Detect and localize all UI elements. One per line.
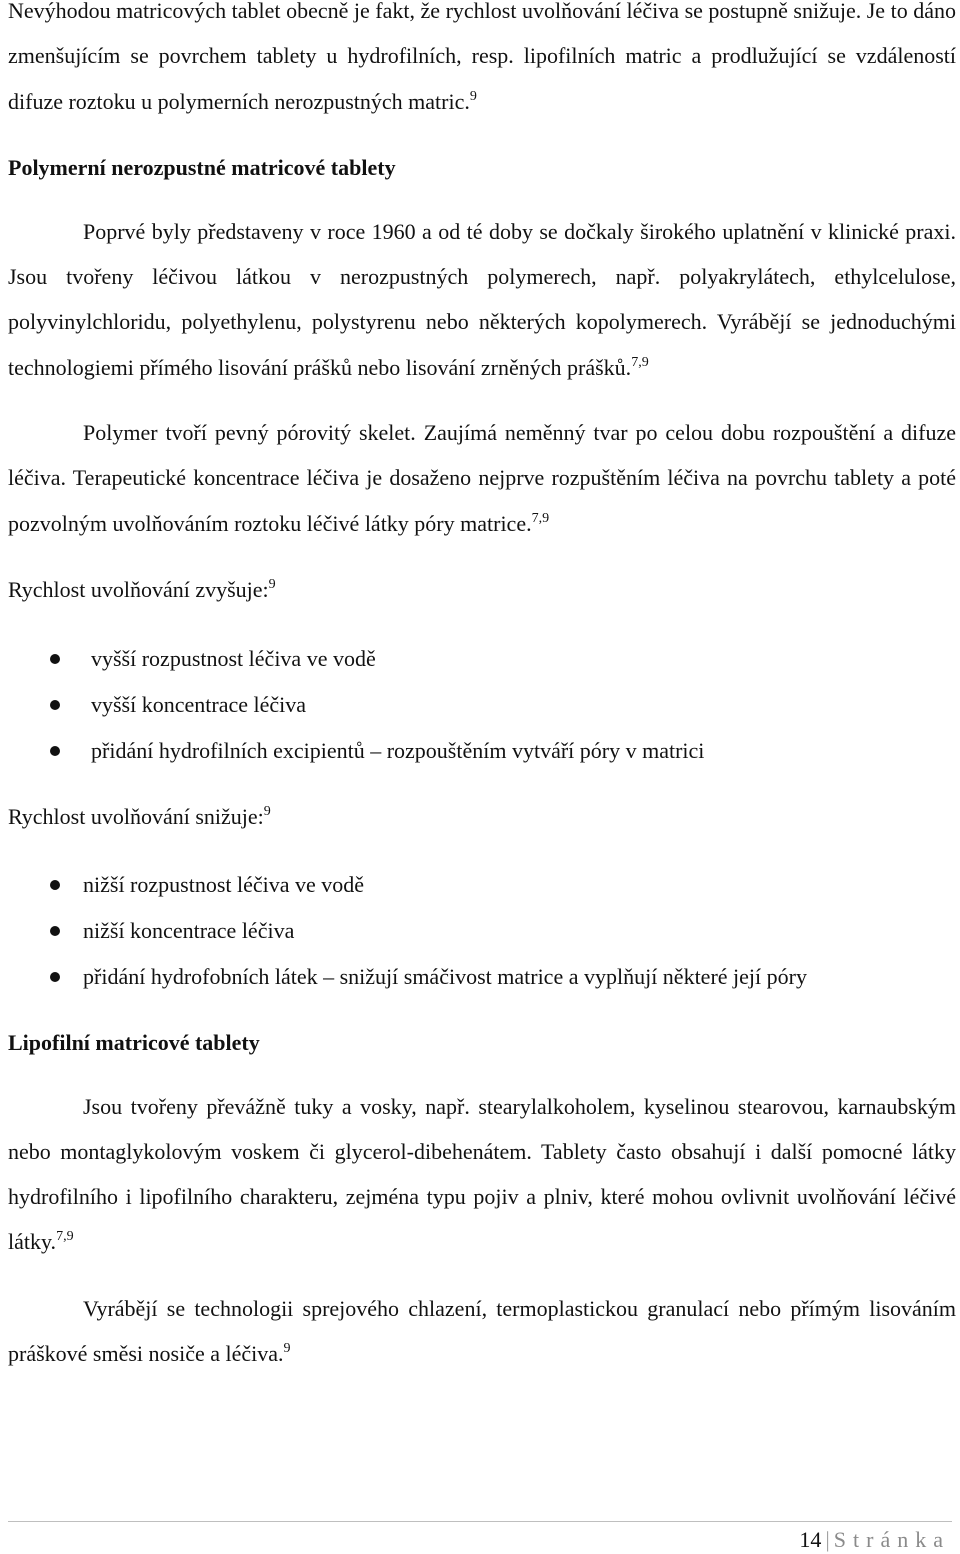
bullet-icon xyxy=(50,926,60,936)
list-increase xyxy=(8,636,956,774)
paragraph-polymer-intro-text: Poprvé byly představeny v roce 1960 a od té doby se dočkaly širokého uplatnění v klinické praxi. Jsou tvořeny léčivou látkou v nerozpustných polymerech, např. polyakrylátech, ethylcelulose, polyvinylchloridu, polyethylenu, polystyrenu nebo některých kopolymerech. Vyrábějí se jednoduchými technologiemi přímého lisování prášků nebo lisování zrněných prášků. xyxy=(8,218,956,380)
bullet-icon xyxy=(50,654,60,664)
list-item xyxy=(8,636,956,682)
list-item-text: nižší rozpustnost léčiva ve vodě xyxy=(83,871,365,897)
bullet-icon xyxy=(50,746,60,756)
section-heading-lipophilic: Lipofilní matricové tablety xyxy=(8,1029,260,1055)
list-decrease xyxy=(8,862,956,1000)
citation-ref: 7,9 xyxy=(531,510,550,526)
list-item-text: přidání hydrofilních excipientů – rozpouštěním vytváří póry v matrici xyxy=(91,738,705,764)
list-item xyxy=(8,728,956,774)
citation-ref: 7,9 xyxy=(631,354,649,370)
paragraph-polymer-skeleton xyxy=(8,410,956,546)
list-item xyxy=(8,862,956,908)
footer-separator: | xyxy=(825,1527,830,1552)
list-item-text: nižší koncentrace léčiva xyxy=(83,917,295,943)
paragraph-lipophilic-production-text: Vyrábějí se technologii sprejového chlazení, termoplastickou granulací nebo přímým lisováním práškové směsi nosiče a léčiva. xyxy=(8,1295,956,1367)
citation-ref: 7,9 xyxy=(56,1229,74,1245)
list-decrease-title-text: Rychlost uvolňování snižuje: xyxy=(8,804,264,830)
paragraph-lipophilic-composition xyxy=(8,1084,956,1265)
paragraph-lipophilic-production xyxy=(8,1286,956,1377)
list-item-text: přidání hydrofobních látek – snižují smáčivost matrice a vyplňují některé její póry xyxy=(83,963,807,989)
document-page xyxy=(8,0,956,1376)
page-footer xyxy=(799,1527,950,1553)
bullet-icon xyxy=(50,880,60,890)
citation-ref: 9 xyxy=(268,576,276,592)
page-number: 14 xyxy=(799,1527,822,1552)
paragraph-intro-text: Nevýhodou matricových tablet obecně je fakt, že rychlost uvolňování léčiva se postupně snižuje. Je to dáno zmenšujícím se povrchem tablety u hydrofilních, resp. lipofilních matric a prodlužující se vzdáleností difuze roztoku u polymerních nerozpustných matric. xyxy=(8,0,956,114)
citation-ref: 9 xyxy=(263,804,271,820)
paragraph-lipophilic-composition-text: Jsou tvořeny převážně tuky a vosky, např. stearylalkoholem, kyselinou stearovou, karnaubským nebo montaglykolovým voskem či glycerol-dibehenátem. Tablety často obsahují i další pomocné látky hydrofilního i lipofilního charakteru, zejména typu pojiv a plniv, které mohou ovlivnit uvolňování léčivé látky. xyxy=(8,1093,956,1255)
bullet-icon xyxy=(50,700,60,710)
list-item-text: vyšší rozpustnost léčiva ve vodě xyxy=(91,646,376,672)
page-label: Stránka xyxy=(833,1527,950,1552)
list-decrease-title xyxy=(8,794,956,839)
citation-ref: 9 xyxy=(283,1341,291,1357)
paragraph-polymer-skeleton-text: Polymer tvoří pevný pórovitý skelet. Zaujímá neměnný tvar po celou dobu rozpouštění a difuze léčiva. Terapeutické koncentrace léčiva je dosaženo nejprve rozpuštěním léčiva na povrchu tablety a poté pozvolným uvolňováním roztoku léčivé látky póry matrice. xyxy=(8,420,956,536)
paragraph-intro xyxy=(8,0,956,124)
list-item xyxy=(8,954,956,1000)
list-increase-title-text: Rychlost uvolňování zvyšuje: xyxy=(8,576,269,602)
bullet-icon xyxy=(50,972,60,982)
list-item xyxy=(8,908,956,954)
section-heading-polymer: Polymerní nerozpustné matricové tablety xyxy=(8,154,396,180)
list-increase-title xyxy=(8,567,956,612)
citation-ref: 9 xyxy=(469,88,477,104)
list-item-text: vyšší koncentrace léčiva xyxy=(91,692,307,718)
paragraph-polymer-intro xyxy=(8,209,956,390)
footer-divider xyxy=(8,1521,952,1522)
list-item xyxy=(8,682,956,728)
